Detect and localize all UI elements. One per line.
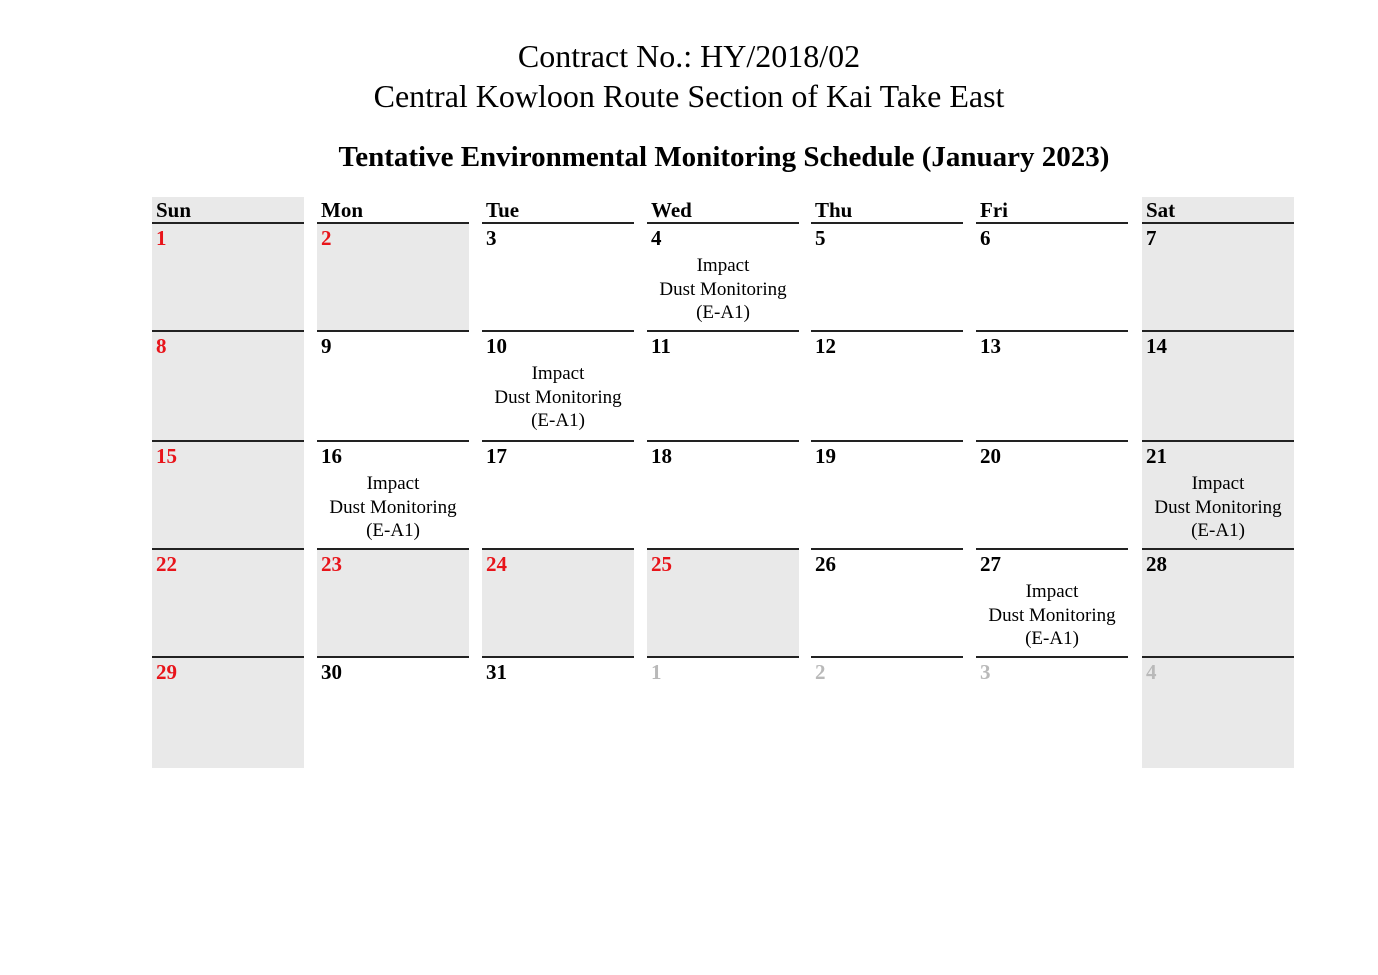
calendar-day-cell (317, 332, 469, 442)
day-number: 3 (980, 660, 991, 684)
calendar-day-cell (647, 332, 799, 442)
calendar-day-cell (482, 550, 634, 658)
event-line: Dust Monitoring (988, 604, 1116, 626)
event-line: Dust Monitoring (494, 386, 622, 408)
day-number: 7 (1146, 226, 1157, 250)
day-number: 4 (651, 226, 662, 250)
calendar-day-cell (1142, 658, 1294, 768)
event-line: Dust Monitoring (1154, 496, 1282, 518)
monitoring-calendar (152, 197, 1294, 768)
calendar-day-cell (1142, 332, 1294, 442)
calendar-day-cell (317, 550, 469, 658)
weekday-header: Fri (976, 197, 1128, 224)
calendar-day-cell (811, 658, 963, 768)
calendar-day-cell (152, 332, 304, 442)
day-number: 18 (651, 444, 672, 468)
day-number: 11 (651, 334, 671, 358)
calendar-day-cell (976, 550, 1128, 658)
event-line: Impact (1025, 581, 1079, 602)
day-number: 29 (156, 660, 177, 684)
project-name: Central Kowloon Route Section of Kai Take East (373, 78, 1005, 114)
monitoring-event (482, 362, 634, 433)
day-number: 4 (1146, 660, 1157, 684)
day-number: 27 (980, 552, 1001, 576)
day-number: 5 (815, 226, 826, 250)
day-number: 26 (815, 552, 836, 576)
day-number: 2 (815, 660, 826, 684)
day-number: 8 (156, 334, 167, 358)
day-number: 19 (815, 444, 836, 468)
contract-number: Contract No.: HY/2018/02 (517, 38, 861, 74)
weekday-header: Wed (647, 197, 799, 224)
calendar-day-cell (811, 224, 963, 332)
day-number: 22 (156, 552, 177, 576)
event-line: (E-A1) (531, 410, 585, 431)
calendar-day-cell (482, 658, 634, 768)
day-number: 15 (156, 444, 177, 468)
day-number: 17 (486, 444, 507, 468)
calendar-day-cell (152, 224, 304, 332)
day-number: 23 (321, 552, 342, 576)
day-number: 1 (651, 660, 662, 684)
calendar-day-cell (647, 442, 799, 550)
day-number: 1 (156, 226, 167, 250)
event-line: Impact (696, 255, 750, 276)
calendar-day-cell (811, 550, 963, 658)
event-line: Impact (531, 363, 585, 384)
event-line: (E-A1) (696, 302, 750, 323)
calendar-day-cell (317, 658, 469, 768)
calendar-day-cell (1142, 224, 1294, 332)
calendar-day-cell (811, 442, 963, 550)
day-number: 9 (321, 334, 332, 358)
calendar-day-cell (976, 332, 1128, 442)
calendar-day-cell (647, 658, 799, 768)
monitoring-event (1142, 472, 1294, 543)
event-line: Dust Monitoring (329, 496, 457, 518)
calendar-day-cell (976, 442, 1128, 550)
monitoring-event (317, 472, 469, 543)
weekday-header: Sun (152, 197, 304, 224)
calendar-day-cell (152, 658, 304, 768)
event-line: Impact (366, 473, 420, 494)
event-line: (E-A1) (366, 520, 420, 541)
weekday-header: Tue (482, 197, 634, 224)
schedule-title: Tentative Environmental Monitoring Schedule (January 2023) (338, 141, 1110, 173)
day-number: 13 (980, 334, 1001, 358)
calendar-day-cell (152, 442, 304, 550)
day-number: 25 (651, 552, 672, 576)
event-line: (E-A1) (1191, 520, 1245, 541)
day-number: 12 (815, 334, 836, 358)
day-number: 3 (486, 226, 497, 250)
calendar-day-cell (1142, 550, 1294, 658)
calendar-day-cell (317, 224, 469, 332)
day-number: 16 (321, 444, 342, 468)
calendar-day-cell (647, 550, 799, 658)
day-number: 24 (486, 552, 507, 576)
day-number: 20 (980, 444, 1001, 468)
weekday-header: Thu (811, 197, 963, 224)
weekday-header: Sat (1142, 197, 1294, 224)
day-number: 10 (486, 334, 507, 358)
day-number: 2 (321, 226, 332, 250)
calendar-day-cell (152, 550, 304, 658)
calendar-day-cell (317, 442, 469, 550)
event-line: Impact (1191, 473, 1245, 494)
event-line: Dust Monitoring (659, 278, 787, 300)
calendar-day-cell (811, 332, 963, 442)
day-number: 30 (321, 660, 342, 684)
monitoring-event (976, 580, 1128, 651)
day-number: 14 (1146, 334, 1167, 358)
monitoring-event (647, 254, 799, 325)
day-number: 31 (486, 660, 507, 684)
day-number: 21 (1146, 444, 1167, 468)
calendar-day-cell (482, 442, 634, 550)
calendar-day-cell (976, 224, 1128, 332)
day-number: 28 (1146, 552, 1167, 576)
calendar-day-cell (482, 224, 634, 332)
weekday-header: Mon (317, 197, 469, 224)
event-line: (E-A1) (1025, 628, 1079, 649)
calendar-day-cell (647, 224, 799, 332)
calendar-day-cell (482, 332, 634, 442)
calendar-day-cell (976, 658, 1128, 768)
day-number: 6 (980, 226, 991, 250)
calendar-day-cell (1142, 442, 1294, 550)
